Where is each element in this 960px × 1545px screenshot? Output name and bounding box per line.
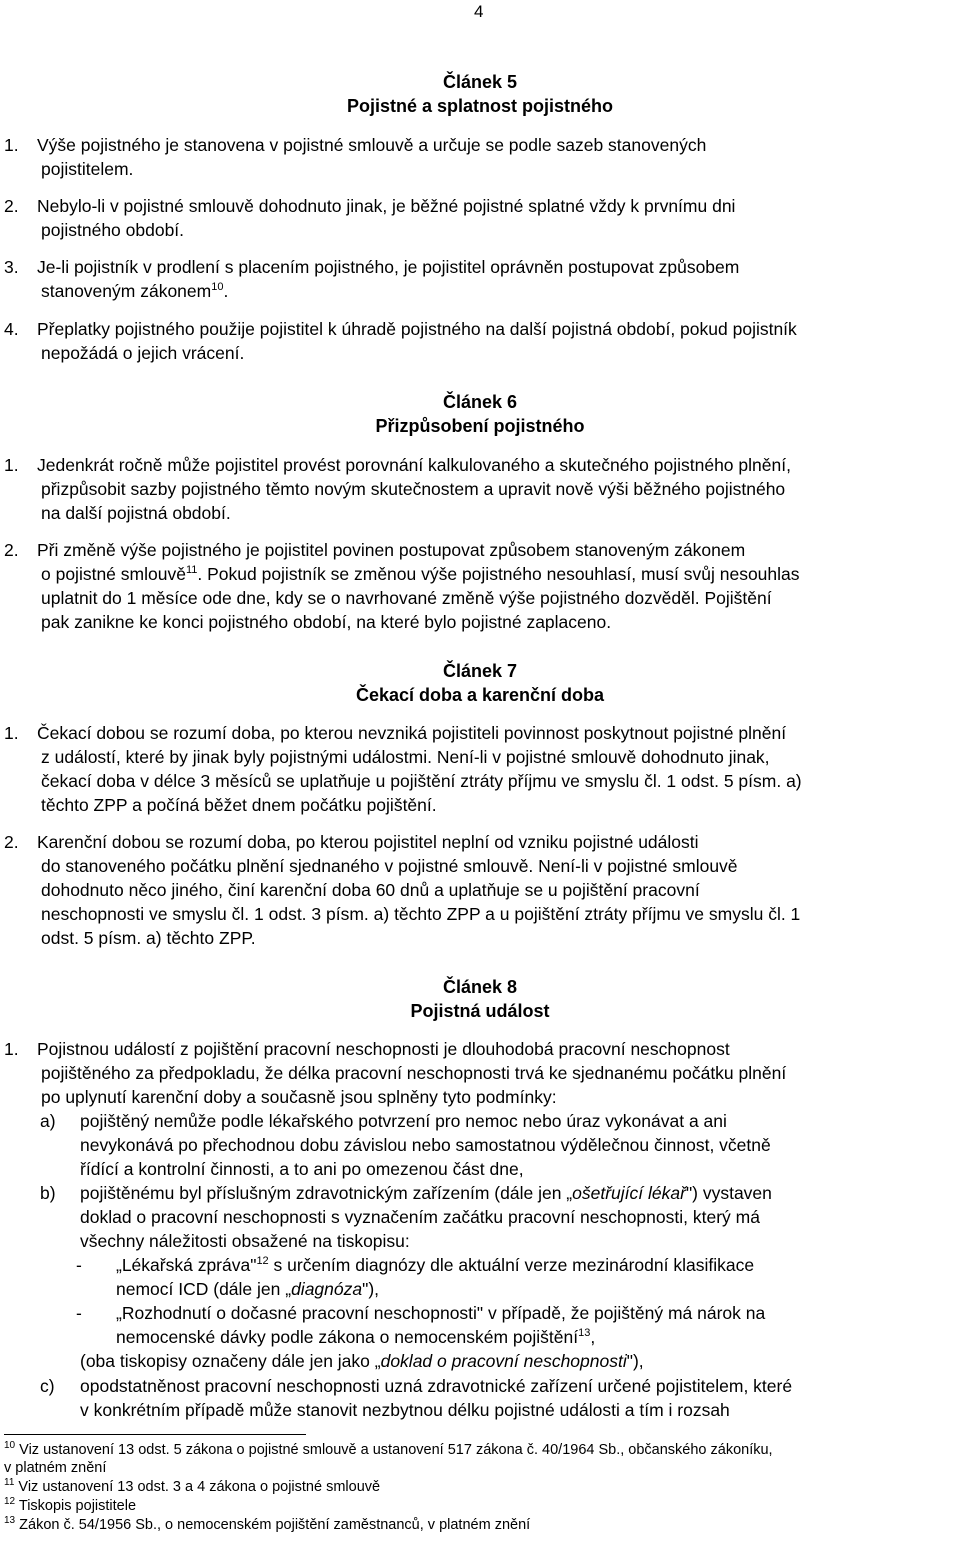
footnote-ref-10[interactable]: 10 (211, 281, 224, 294)
footnote-13 (4, 1516, 954, 1534)
condition-line: řídící a kontrolní činnosti, a to ani po omezenou část dne, (80, 1159, 524, 1179)
condition-line: v konkrétním případě může stanovit nezbytnou délku pojistné události a tím i rozsah (80, 1400, 730, 1420)
dash-line: „Lékařská zpráva" (116, 1255, 257, 1275)
paragraph-line: nepožádá o jejich vrácení. (41, 343, 245, 363)
paragraph-number: 1. (4, 1039, 19, 1059)
paragraph-line: pojistného období. (41, 220, 185, 240)
condition-line: nevykonává po přechodnou dobu závislou nebo samostatnou výdělečnou činnost, včetně (80, 1135, 771, 1155)
document-item-1 (74, 1253, 955, 1301)
article-8-subtitle: Pojistná událost (410, 1001, 550, 1021)
dash-line: nemocenské dávky podle zákona o nemocenském pojištění (116, 1327, 579, 1347)
footnote-number: 13 (4, 1515, 16, 1527)
paragraph-line: přizpůsobit sazby pojistného těmto novým skutečnostem a upravit nově výši běžného pojistného (41, 479, 786, 499)
paragraph-line: z událostí, které by jinak byly pojistnými událostmi. Není-li v pojistné smlouvě dohodnuto jinak, (41, 747, 770, 767)
condition-label: b) (40, 1183, 56, 1203)
dash-line: s určením diagnózy dle aktuální verze mezinárodní klasifikace (268, 1255, 755, 1275)
paragraph-line: po uplynutí karenční doby a současně jsou splněny tyto podmínky: (41, 1087, 557, 1107)
paragraph-line: pak zanikne ke konci pojistného období, na které bylo pojistné zaplaceno. (41, 612, 612, 632)
paragraph-line: uplatnit do 1 měsíce ode dne, kdy se o navrhované změně výše pojistného dozvěděl. Pojištění (41, 588, 772, 608)
document-item-2 (74, 1301, 955, 1349)
paragraph-number: 1. (4, 455, 19, 475)
paragraph-line: Čekací dobou se rozumí doba, po kterou nevzniká pojistiteli povinnost poskytnout pojistné plnění (37, 723, 787, 743)
documents-note (80, 1349, 644, 1373)
paragraph-number: 2. (4, 832, 19, 852)
paragraph-line: těchto ZPP a počíná běžet dnem počátku pojištění. (41, 795, 437, 815)
footnote-11 (4, 1478, 954, 1496)
footnote-text: Tiskopis pojistitele (15, 1498, 137, 1514)
paragraph-line: Přeplatky pojistného použije pojistitel k úhradě pojistného na další pojistná období, pokud pojistník (37, 319, 797, 339)
paragraph-line: Nebylo-li v pojistné smlouvě dohodnuto jinak, je běžné pojistné splatné vždy k prvnímu dni (37, 196, 736, 216)
dash-line: "), (362, 1279, 380, 1299)
paragraph-number: 1. (4, 135, 19, 155)
condition-line: opodstatněnost pracovní neschopnosti uzná zdravotnické zařízení určené pojistitelem, které (80, 1376, 793, 1396)
footnote-number: 12 (4, 1496, 16, 1508)
condition-c (40, 1374, 955, 1422)
article-5-paragraph-1 (4, 133, 955, 181)
footnote-text: Viz ustanovení 13 odst. 5 zákona o pojistné smlouvě a ustanovení 517 zákona č. 40/1964 Sb., občanského zákoníku, (15, 1442, 773, 1458)
dash-line: nemocí ICD (dále jen „ (116, 1279, 292, 1299)
paragraph-line: do stanoveného počátku plnění sjednaného v pojistné smlouvě. Není-li v pojistné smlouvě (41, 856, 738, 876)
footnote-number: 11 (4, 1477, 15, 1489)
paragraph-line: Je-li pojistník v prodlení s placením pojistného, je pojistitel oprávněn postupovat způsobem (37, 257, 740, 277)
paragraph-line: na další pojistná období. (41, 503, 231, 523)
article-8-title: Článek 8 (442, 977, 518, 997)
article-6-title: Článek 6 (442, 392, 518, 412)
article-6-paragraph-1 (4, 453, 955, 525)
footnote-ref-11[interactable]: 11 (185, 564, 198, 577)
article-7-paragraph-2 (4, 830, 955, 950)
paragraph-line: čekací doba v délce 3 měsíců se uplatňuje u pojištění ztráty příjmu ve smyslu čl. 1 odst. 5 písm. a) (41, 771, 802, 791)
condition-line: pojištěný nemůže podle lékařského potvrzení pro nemoc nebo úraz vykonávat a ani (80, 1111, 727, 1131)
condition-line: pojištěnému byl příslušným zdravotnickým zařízením (dále jen „ (80, 1183, 573, 1203)
article-5-subtitle: Pojistné a splatnost pojistného (346, 96, 614, 116)
article-7-paragraph-1 (4, 721, 955, 817)
page-number: 4 (474, 2, 484, 21)
footnote-text: Viz ustanovení 13 odst. 3 a 4 zákona o pojistné smlouvě (14, 1479, 381, 1495)
footnote-separator (4, 1434, 306, 1435)
term-italic: diagnóza (291, 1279, 363, 1299)
paragraph-number: 2. (4, 196, 19, 216)
paragraph-line: odst. 5 písm. a) těchto ZPP. (41, 928, 256, 948)
condition-label: a) (40, 1111, 56, 1131)
condition-line: ") vystaven (685, 1183, 772, 1203)
paragraph-number: 2. (4, 540, 19, 560)
paragraph-line: pojistitelem. (41, 159, 134, 179)
footnote-text: Zákon č. 54/1956 Sb., o nemocenském pojištění zaměstnanců, v platném znění (15, 1517, 531, 1533)
paragraph-line: Karenční dobou se rozumí doba, po kterou pojistitel neplní od vzniku pojistné události (37, 832, 699, 852)
dash-line: , (590, 1327, 596, 1347)
condition-b (40, 1181, 955, 1253)
footnote-ref-13[interactable]: 13 (578, 1327, 591, 1340)
paragraph-line: Při změně výše pojistného je pojistitel povinen postupovat způsobem stanoveným zákonem (37, 540, 746, 560)
footnote-10 (4, 1441, 954, 1477)
condition-line: doklad o pracovní neschopnosti s vyznačením začátku pracovní neschopnosti, který má (80, 1207, 760, 1227)
paragraph-line: Výše pojistného je stanovena v pojistné smlouvě a určuje se podle sazeb stanovených (37, 135, 707, 155)
paragraph-end: . (223, 281, 229, 301)
condition-a (40, 1109, 955, 1181)
article-7-title: Článek 7 (442, 661, 518, 681)
article-5-paragraph-2 (4, 194, 955, 242)
footnote-12 (4, 1497, 954, 1515)
footnote-ref-12[interactable]: 12 (256, 1255, 269, 1268)
paragraph-number: 3. (4, 257, 19, 277)
paragraph-line: neschopnosti ve smyslu čl. 1 odst. 3 písm. a) těchto ZPP a u pojištění ztráty příjmu ve smyslu čl. 1 (41, 904, 801, 924)
term-italic: doklad o pracovní neschopnosti (380, 1351, 627, 1371)
article-7-subtitle: Čekací doba a karenční doba (355, 685, 605, 705)
article-6-paragraph-2 (4, 538, 955, 634)
note-text: "), (626, 1351, 644, 1371)
dash-line: „Rozhodnutí o dočasné pracovní neschopnosti" v případě, že pojištěný má nárok na (116, 1303, 766, 1323)
paragraph-number: 4. (4, 319, 19, 339)
term-italic: ošetřující lékař (572, 1183, 686, 1203)
paragraph-line: stanoveným zákonem (41, 281, 212, 301)
paragraph-line: dohodnuto něco jiného, činí karenční doba 60 dnů a uplatňuje se u pojištění pracovní (41, 880, 700, 900)
footnote-number: 10 (4, 1440, 16, 1452)
article-6-subtitle: Přizpůsobení pojistného (375, 416, 585, 436)
condition-line: všechny náležitosti obsažené na tiskopisu: (80, 1231, 410, 1251)
dash-bullet: - (76, 1303, 82, 1323)
paragraph-number: 1. (4, 723, 19, 743)
dash-bullet: - (76, 1255, 82, 1275)
note-text: (oba tiskopisy označeny dále jen jako „ (80, 1351, 381, 1371)
article-5-paragraph-4 (4, 317, 955, 365)
article-5-title: Článek 5 (442, 72, 518, 92)
article-8-paragraph-1 (4, 1037, 955, 1109)
paragraph-line: o pojistné smlouvě (41, 564, 186, 584)
paragraph-line: Jedenkrát ročně může pojistitel provést porovnání kalkulovaného a skutečného pojistného plnění, (37, 455, 791, 475)
paragraph-line: . Pokud pojistník se změnou výše pojistného nesouhlasí, musí svůj nesouhlas (197, 564, 800, 584)
article-5-paragraph-3 (4, 255, 955, 303)
paragraph-line: Pojistnou událostí z pojištění pracovní neschopnosti je dlouhodobá pracovní neschopnost (37, 1039, 730, 1059)
condition-label: c) (40, 1376, 55, 1396)
footnote-text: v platném znění (4, 1460, 107, 1476)
paragraph-line: pojištěného za předpokladu, že délka pracovní neschopnosti trvá ke sjednanému počátku plnění (41, 1063, 787, 1083)
